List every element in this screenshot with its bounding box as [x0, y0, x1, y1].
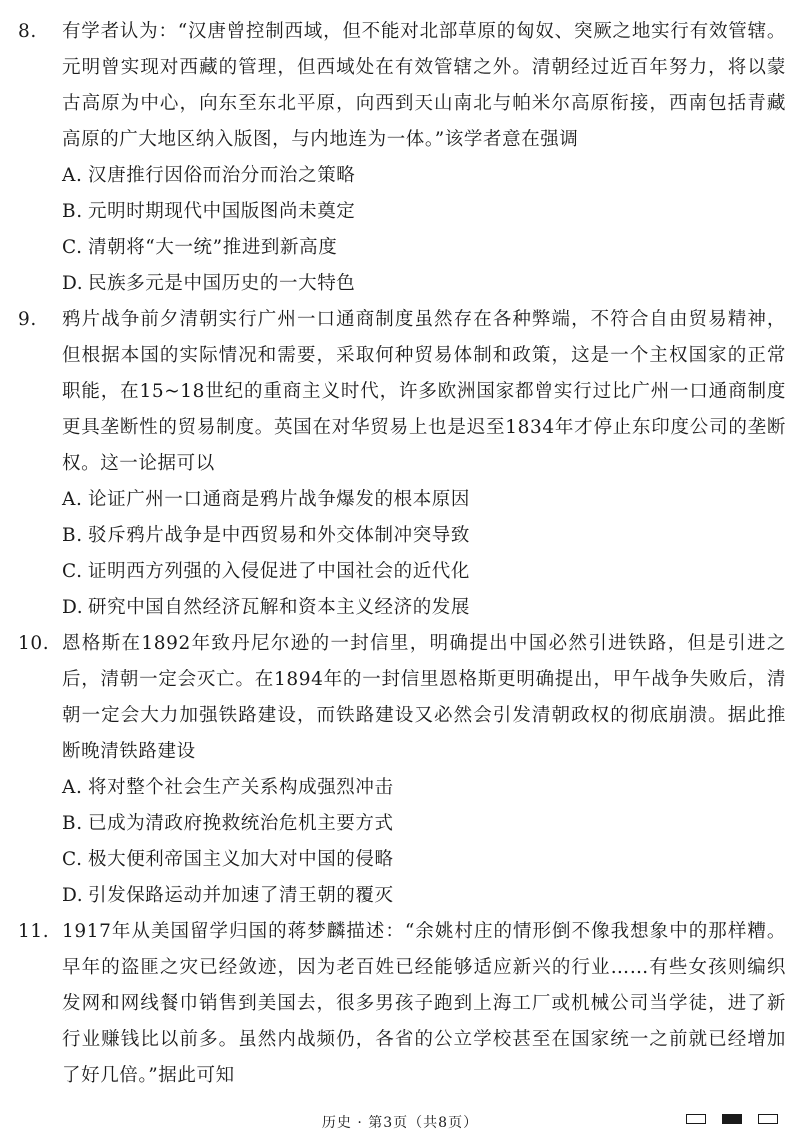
option-text: 驳斥鸦片战争是中西贸易和外交体制冲突导致 — [88, 525, 471, 546]
option-text: 将对整个社会生产关系构成强烈冲击 — [88, 777, 394, 798]
question-number: 11. — [18, 921, 50, 942]
question-10 — [18, 626, 786, 914]
option-text: 引发保路运动并加速了清王朝的覆灭 — [88, 885, 394, 906]
option-a — [62, 770, 786, 806]
question-stem — [18, 914, 786, 1094]
option-text: 研究中国自然经济瓦解和资本主义经济的发展 — [88, 597, 471, 618]
filled-box-icon — [722, 1114, 742, 1124]
option-text: 清朝将“大一统”推进到新高度 — [88, 237, 338, 258]
option-d — [62, 590, 786, 626]
option-list — [62, 770, 786, 914]
question-8 — [18, 14, 786, 302]
option-letter: B. — [62, 201, 83, 222]
option-letter: C. — [62, 849, 83, 870]
option-c — [62, 842, 786, 878]
option-list — [62, 482, 786, 626]
question-11 — [18, 914, 786, 1094]
option-letter: B. — [62, 813, 83, 834]
option-letter: C. — [62, 237, 83, 258]
option-text: 民族多元是中国历史的一大特色 — [88, 273, 356, 294]
option-b — [62, 518, 786, 554]
empty-box-icon — [758, 1114, 778, 1124]
page-footer — [0, 1100, 800, 1140]
question-9 — [18, 302, 786, 626]
option-text: 极大便利帝国主义加大对中国的侵略 — [88, 849, 394, 870]
question-stem — [18, 626, 786, 770]
option-letter: D. — [62, 273, 84, 294]
option-text: 已成为清政府挽救统治危机主要方式 — [88, 813, 394, 834]
option-a — [62, 482, 786, 518]
option-text: 论证广州一口通商是鸦片战争爆发的根本原因 — [88, 489, 471, 510]
question-text: 1917年从美国留学归国的蒋梦麟描述：“余姚村庄的情形倒不像我想象中的那样糟。早年的盗匪之灾已经敛迹，因为老百姓已经能够适应新兴的行业……有些女孩则编织发网和网线餐巾销售到美国去，很多男孩子跑到上海工厂或机械公司当学徒，进了新行业赚钱比以前多。虽然内战频仍，各省的公立学校甚至在国家统一之前就已经增加了好几倍。”据此可知 — [62, 921, 786, 1086]
question-text: 恩格斯在1892年致丹尼尔逊的一封信里，明确提出中国必然引进铁路，但是引进之后，清朝一定会灭亡。在1894年的一封信里恩格斯更明确提出，甲午战争失败后，清朝一定会大力加强铁路建设，而铁路建设又必然会引发清朝政权的彻底崩溃。据此推断晚清铁路建设 — [62, 633, 786, 762]
question-number: 9. — [18, 309, 37, 330]
option-text: 汉唐推行因俗而治分而治之策略 — [88, 165, 356, 186]
option-d — [62, 266, 786, 302]
empty-box-icon — [686, 1114, 706, 1124]
option-letter: A. — [62, 165, 83, 186]
option-letter: D. — [62, 885, 84, 906]
option-text: 证明西方列强的入侵促进了中国社会的近代化 — [88, 561, 471, 582]
option-b — [62, 194, 786, 230]
option-letter: A. — [62, 777, 83, 798]
question-number: 8. — [18, 21, 37, 42]
question-text: 有学者认为：“汉唐曾控制西域，但不能对北部草原的匈奴、突厥之地实行有效管辖。元明曾实现对西藏的管理，但西域处在有效管辖之外。清朝经过近百年努力，将以蒙古高原为中心，向东至东北平原，向西到天山南北与帕米尔高原衔接，西南包括青藏高原的广大地区纳入版图，与内地连为一体。”该学者意在强调 — [62, 21, 786, 150]
option-text: 元明时期现代中国版图尚未奠定 — [88, 201, 356, 222]
question-number: 10. — [18, 633, 50, 654]
option-letter: C. — [62, 561, 83, 582]
page-marks — [686, 1114, 778, 1124]
option-d — [62, 878, 786, 914]
option-c — [62, 554, 786, 590]
option-letter: B. — [62, 525, 83, 546]
question-stem — [18, 14, 786, 158]
question-stem — [18, 302, 786, 482]
option-list — [62, 158, 786, 302]
option-letter: A. — [62, 489, 83, 510]
option-a — [62, 158, 786, 194]
question-text: 鸦片战争前夕清朝实行广州一口通商制度虽然存在各种弊端，不符合自由贸易精神，但根据本国的实际情况和需要，采取何种贸易体制和政策，这是一个主权国家的正常职能，在15~18世纪的重商主义时代，许多欧洲国家都曾实行过比广州一口通商制度更具垄断性的贸易制度。英国在对华贸易上也是迟至1834年才停止东印度公司的垄断权。这一论据可以 — [62, 309, 786, 474]
option-b — [62, 806, 786, 842]
option-letter: D. — [62, 597, 84, 618]
page-number-label: 历史 · 第3页（共8页） — [321, 1115, 479, 1131]
option-c — [62, 230, 786, 266]
